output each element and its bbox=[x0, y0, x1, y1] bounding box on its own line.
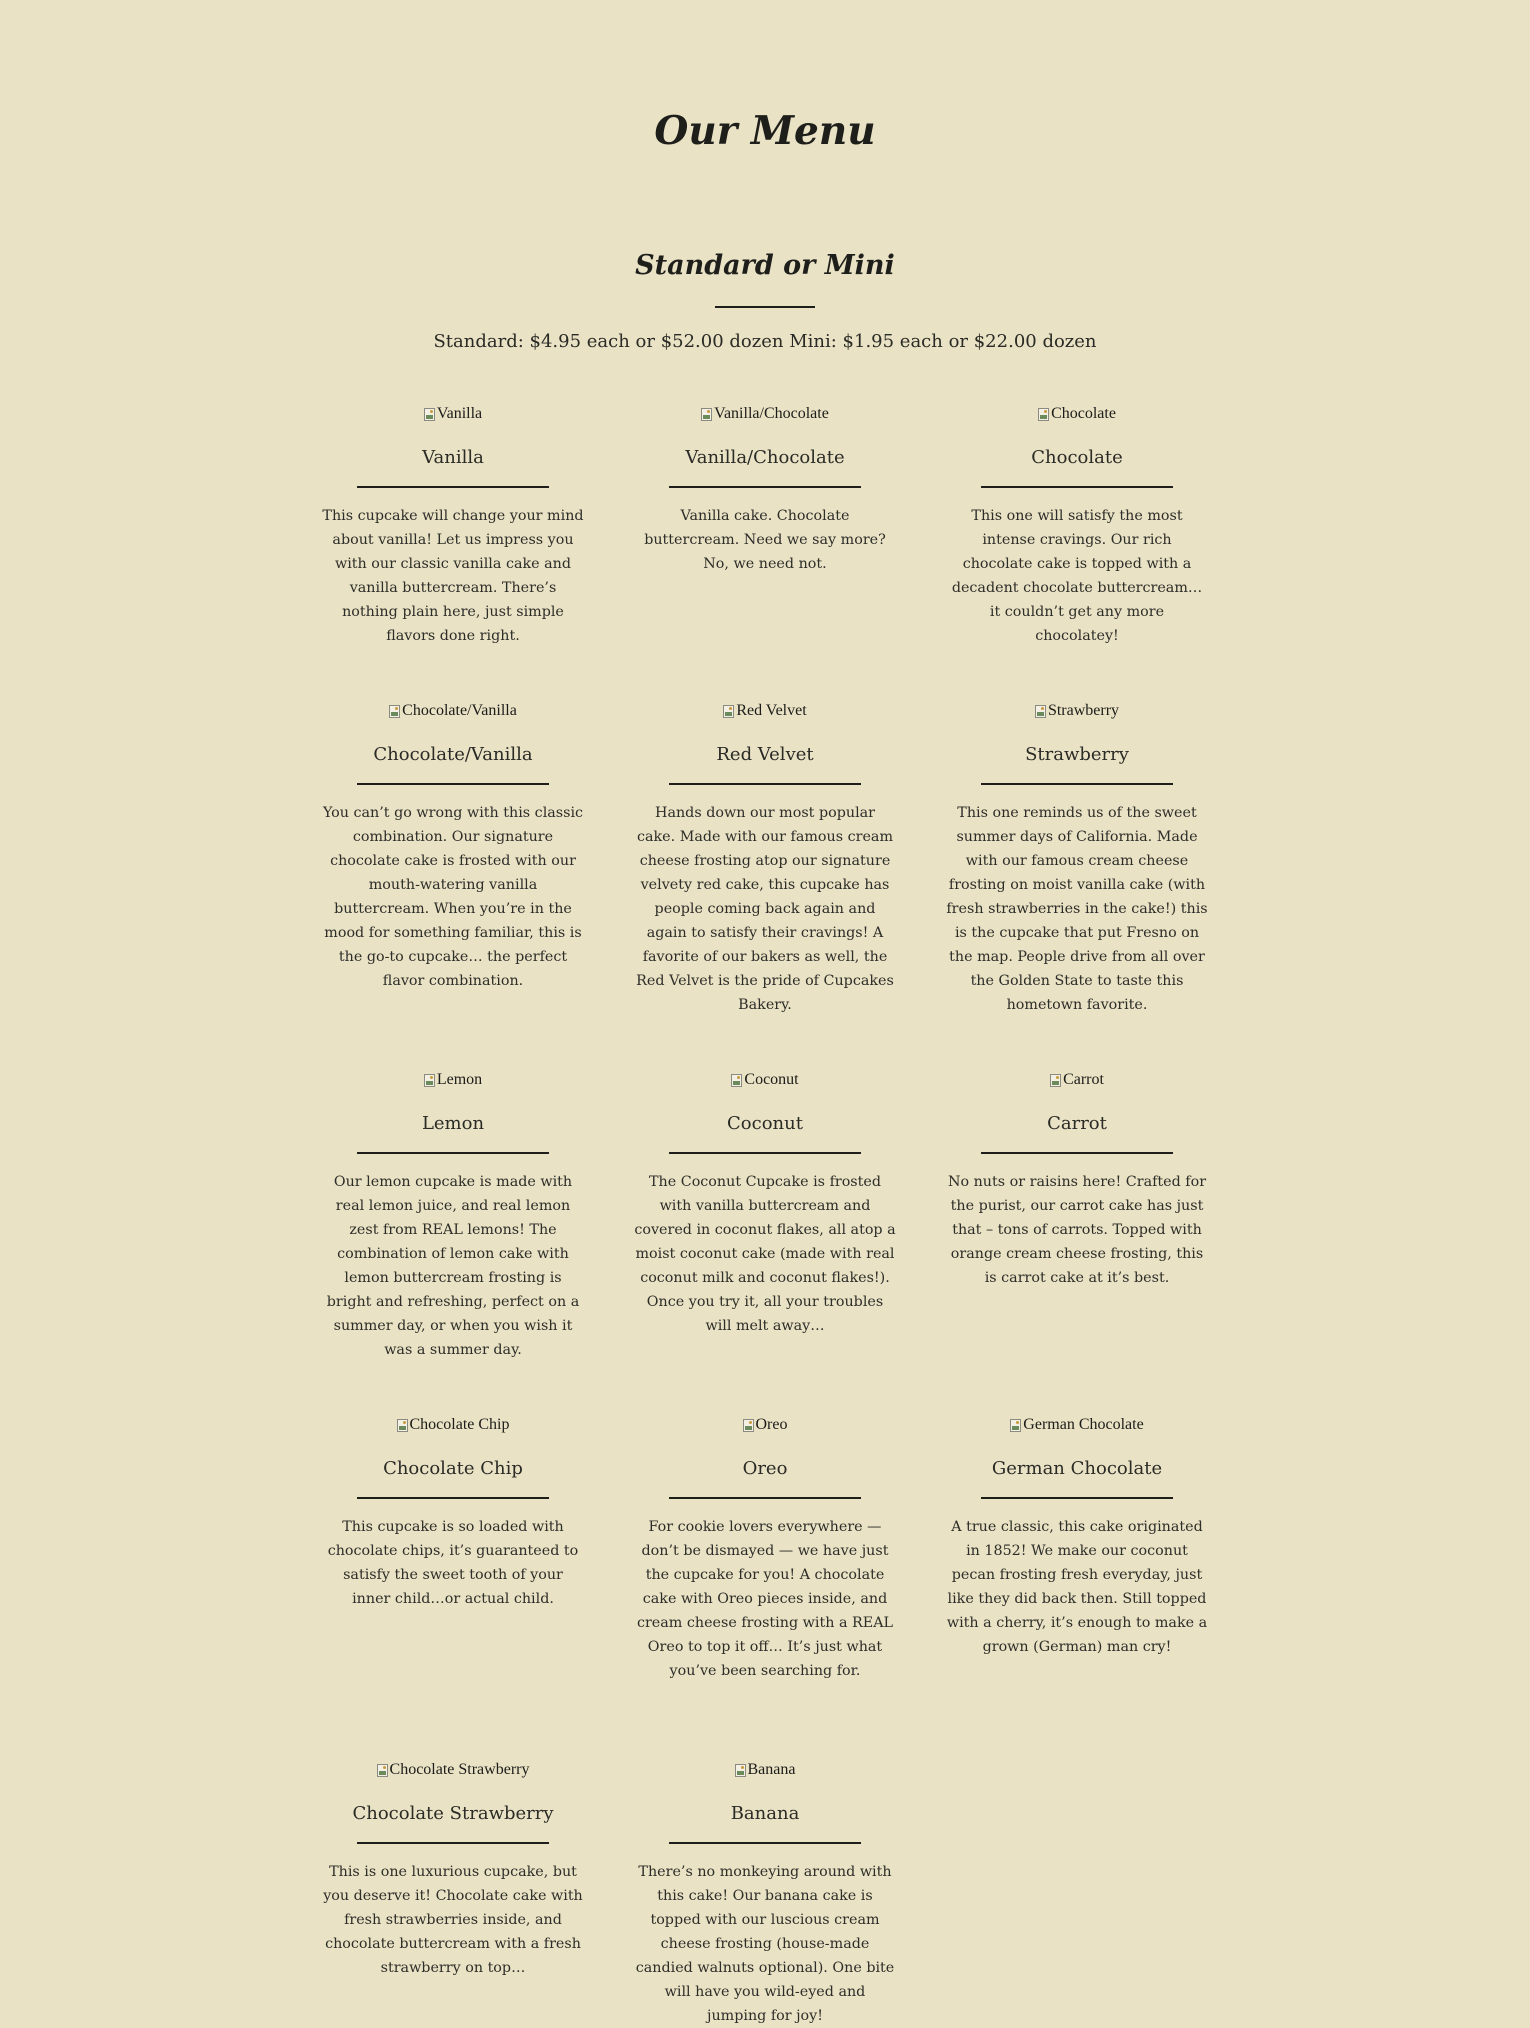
menu-item-image bbox=[1010, 1415, 1143, 1435]
menu-item-banana bbox=[630, 1760, 900, 2028]
menu-item-image bbox=[377, 1760, 530, 1780]
broken-image-icon bbox=[1038, 408, 1049, 421]
menu-item-oreo bbox=[630, 1415, 900, 1683]
image-alt-text: Chocolate Strawberry bbox=[389, 1761, 530, 1778]
menu-item-image bbox=[701, 404, 829, 424]
image-alt-text: German Chocolate bbox=[1023, 1416, 1144, 1433]
menu-item-divider bbox=[357, 1152, 549, 1154]
menu-item-chocolate-vanilla bbox=[318, 701, 588, 993]
image-alt-text: Chocolate/Vanilla bbox=[402, 702, 517, 719]
menu-item-image bbox=[723, 701, 806, 721]
menu-item-description: This cupcake is so loaded with chocolate chips, it’s guaranteed to satisfy the sweet tooth of your inner child…or actual child. bbox=[327, 1518, 579, 1607]
menu-item-description: A true classic, this cake originated in 1852! We make our coconut pecan frosting fresh everyday, just like they did back then. Still topped with a cherry, it’s enough to make a grown (German) man cry! bbox=[946, 1518, 1208, 1655]
menu-item-name: Banana bbox=[730, 1802, 800, 1824]
broken-image-icon bbox=[723, 705, 734, 718]
menu-item-chocolate bbox=[942, 404, 1212, 648]
image-alt-text: Strawberry bbox=[1047, 702, 1120, 719]
image-alt-text: Vanilla bbox=[436, 405, 483, 422]
menu-item-name: Chocolate Chip bbox=[383, 1457, 523, 1479]
image-alt-text: Lemon bbox=[436, 1071, 483, 1088]
menu-item-name: Oreo bbox=[742, 1457, 788, 1479]
image-alt-text: Red Velvet bbox=[736, 702, 807, 719]
menu-item-description: This is one luxurious cupcake, but you deserve it! Chocolate cake with fresh strawberries inside, and chocolate buttercream with a fresh strawberry on top… bbox=[323, 1863, 583, 1976]
menu-item-image bbox=[1050, 1070, 1104, 1090]
broken-image-icon bbox=[1050, 1074, 1061, 1087]
broken-image-icon bbox=[377, 1764, 388, 1777]
menu-item-divider bbox=[669, 1497, 861, 1499]
pricing-text: Standard: $4.95 each or $52.00 dozen Mini: $1.95 each or $22.00 dozen bbox=[433, 331, 1097, 352]
menu-item-image bbox=[389, 701, 517, 721]
menu-item-description: This one reminds us of the sweet summer days of California. Made with our famous cream cheese frosting on moist vanilla cake (with fresh strawberries in the cake!) this is the cupcake that put Fresno on the map. People drive from all over the Golden State to taste this hometown favorite. bbox=[946, 804, 1208, 1013]
menu-item-name: Coconut bbox=[727, 1112, 803, 1134]
image-alt-text: Oreo bbox=[755, 1416, 788, 1433]
image-alt-text: Coconut bbox=[744, 1071, 799, 1088]
menu-item-image bbox=[397, 1415, 510, 1435]
menu-item-name: Lemon bbox=[421, 1112, 485, 1134]
menu-item-name: Vanilla bbox=[422, 446, 484, 468]
image-alt-text: Chocolate bbox=[1051, 405, 1116, 422]
menu-item-description: Hands down our most popular cake. Made with our famous cream cheese frosting atop our signature velvety red cake, this cupcake has people coming back again and again to satisfy their cravings! A favorite of our bakers as well, the Red Velvet is the pride of Cupcakes Bakery. bbox=[636, 804, 894, 1013]
menu-item-image bbox=[731, 1070, 798, 1090]
menu-item-image bbox=[743, 1415, 788, 1435]
image-alt-text: Vanilla/Chocolate bbox=[714, 405, 829, 422]
menu-item-description: The Coconut Cupcake is frosted with vanilla buttercream and covered in coconut flakes, all atop a moist coconut cake (made with real coconut milk and coconut flakes!). Once you try it, all your troubles will melt away… bbox=[634, 1173, 896, 1334]
menu-item-description: There’s no monkeying around with this cake! Our banana cake is topped with our luscious cream cheese frosting (house-made candied walnuts optional). One bite will have you wild-eyed and jumping for joy! bbox=[635, 1863, 895, 2024]
menu-item-divider bbox=[357, 486, 549, 488]
menu-item-description: This one will satisfy the most intense cravings. Our rich chocolate cake is topped with a decadent chocolate buttercream… it couldn’t get any more chocolatey! bbox=[951, 507, 1203, 644]
menu-item-divider bbox=[981, 783, 1173, 785]
menu-item-name: Red Velvet bbox=[716, 743, 814, 765]
menu-item-description: For cookie lovers everywhere — don’t be dismayed — we have just the cupcake for you! A chocolate cake with Oreo pieces inside, and cream cheese frosting with a REAL Oreo to top it off… It’s just what you’ve been searching for. bbox=[636, 1518, 894, 1679]
menu-item-image bbox=[424, 1070, 482, 1090]
image-alt-text: Banana bbox=[747, 1761, 796, 1778]
menu-item-chocolate-chip bbox=[318, 1415, 588, 1611]
menu-item-description: Vanilla cake. Chocolate buttercream. Need we say more? No, we need not. bbox=[644, 507, 886, 572]
broken-image-icon bbox=[424, 408, 435, 421]
menu-item-divider bbox=[669, 1842, 861, 1844]
menu-item-divider bbox=[357, 1497, 549, 1499]
menu-item-name: Chocolate/Vanilla bbox=[373, 743, 533, 765]
menu-item-divider bbox=[357, 783, 549, 785]
broken-image-icon bbox=[735, 1764, 746, 1777]
menu-item-carrot bbox=[942, 1070, 1212, 1290]
menu-item-divider bbox=[669, 1152, 861, 1154]
menu-item-description: This cupcake will change your mind about vanilla! Let us impress you with our classic vanilla cake and vanilla buttercream. There’s nothing plain here, just simple flavors done right. bbox=[322, 507, 584, 644]
menu-item-strawberry bbox=[942, 701, 1212, 1017]
section-divider bbox=[715, 306, 815, 308]
menu-item-image bbox=[735, 1760, 796, 1780]
broken-image-icon bbox=[424, 1074, 435, 1087]
menu-item-image bbox=[1035, 701, 1119, 721]
menu-item-vanilla bbox=[318, 404, 588, 648]
page-title: Our Menu bbox=[654, 108, 876, 154]
menu-item-name: Chocolate bbox=[1031, 446, 1123, 468]
image-alt-text: Carrot bbox=[1063, 1071, 1104, 1088]
menu-item-description: No nuts or raisins here! Crafted for the purist, our carrot cake has just that – tons of carrots. Topped with orange cream cheese frosting, this is carrot cake at it’s best. bbox=[947, 1173, 1207, 1286]
menu-item-divider bbox=[669, 783, 861, 785]
image-alt-text: Chocolate Chip bbox=[409, 1416, 510, 1433]
menu-item-german-chocolate bbox=[942, 1415, 1212, 1659]
menu-item-chocolate-strawberry bbox=[318, 1760, 588, 1980]
menu-item-description: Our lemon cupcake is made with real lemon juice, and real lemon zest from REAL lemons! The combination of lemon cake with lemon buttercream frosting is bright and refreshing, perfect on a summer day, or when you wish it was a summer day. bbox=[326, 1173, 580, 1358]
menu-item-image bbox=[424, 404, 482, 424]
menu-item-name: Carrot bbox=[1047, 1112, 1107, 1134]
menu-item-divider bbox=[357, 1842, 549, 1844]
menu-item-divider bbox=[981, 486, 1173, 488]
broken-image-icon bbox=[731, 1074, 742, 1087]
menu-item-description: You can’t go wrong with this classic combination. Our signature chocolate cake is frosted with our mouth-watering vanilla buttercream. When you’re in the mood for something familiar, this is the go-to cupcake… the perfect flavor combination. bbox=[322, 804, 584, 989]
menu-item-divider bbox=[981, 1152, 1173, 1154]
menu-item-name: Vanilla/Chocolate bbox=[685, 446, 845, 468]
menu-item-name: Chocolate Strawberry bbox=[352, 1802, 554, 1824]
menu-item-divider bbox=[669, 486, 861, 488]
broken-image-icon bbox=[389, 705, 400, 718]
menu-item-divider bbox=[981, 1497, 1173, 1499]
menu-item-name: German Chocolate bbox=[991, 1457, 1163, 1479]
menu-item-name: Strawberry bbox=[1025, 743, 1129, 765]
broken-image-icon bbox=[397, 1419, 408, 1432]
menu-item-image bbox=[1038, 404, 1116, 424]
broken-image-icon bbox=[701, 408, 712, 421]
broken-image-icon bbox=[1035, 705, 1046, 718]
menu-item-vanilla-chocolate bbox=[630, 404, 900, 576]
section-title: Standard or Mini bbox=[635, 250, 895, 281]
broken-image-icon bbox=[1010, 1419, 1021, 1432]
menu-item-coconut bbox=[630, 1070, 900, 1338]
menu-item-lemon bbox=[318, 1070, 588, 1362]
menu-item-red-velvet bbox=[630, 701, 900, 1017]
broken-image-icon bbox=[743, 1419, 754, 1432]
